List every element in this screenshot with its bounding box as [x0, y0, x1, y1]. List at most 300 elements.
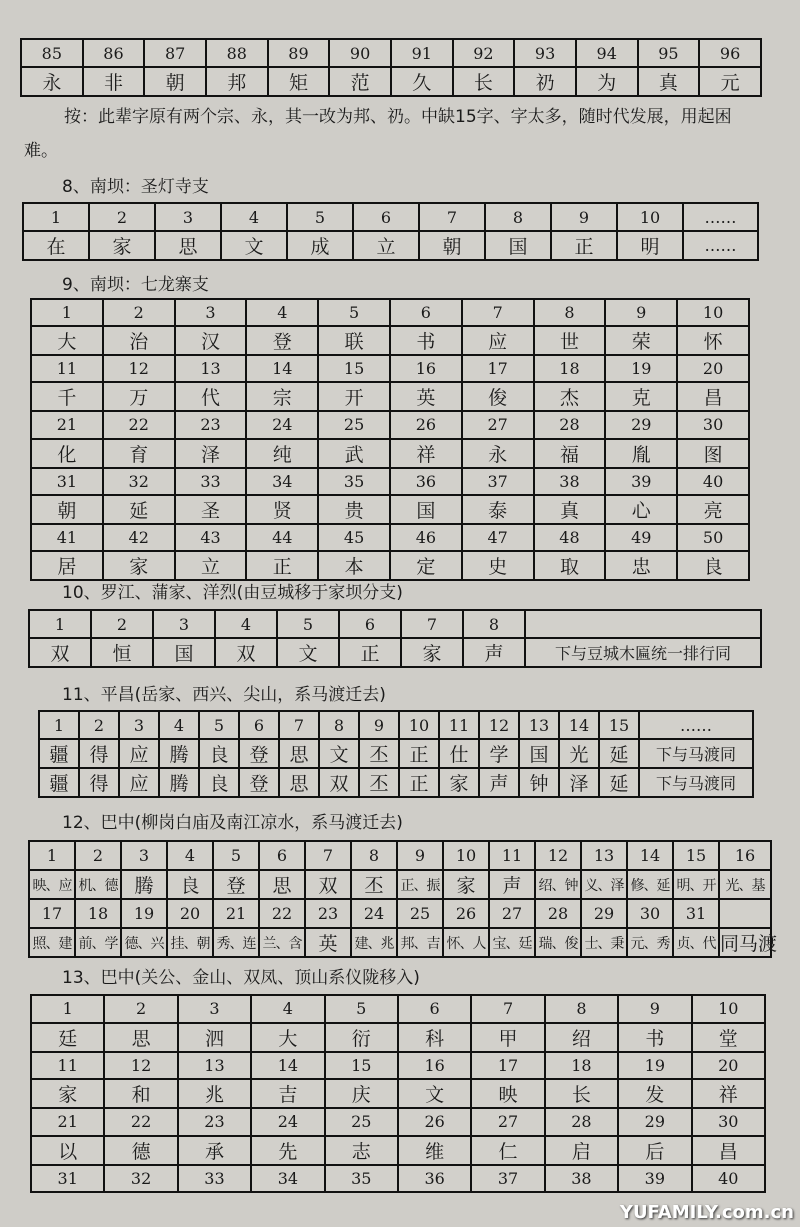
table-cell: 20: [167, 899, 213, 928]
table-row: [29, 638, 761, 667]
table-cell: 18: [545, 1052, 618, 1080]
table-row: [29, 870, 771, 899]
table-cell: 丕: [359, 768, 399, 797]
table-cell: 1: [39, 711, 79, 739]
table-cell: [525, 610, 761, 638]
table-cell: 代: [175, 382, 247, 411]
table-cell: 36: [390, 468, 462, 495]
table-cell: 46: [390, 524, 462, 551]
table-cell: 33: [175, 468, 247, 495]
table-cell: 祥: [692, 1079, 765, 1108]
table-cell: 1: [23, 203, 89, 231]
table-row: [31, 1136, 765, 1165]
table-cell: 35: [318, 468, 390, 495]
table-cell: 千: [31, 382, 103, 411]
table-cell: 邦: [206, 67, 268, 96]
table-cell: 5: [199, 711, 239, 739]
table-cell: 47: [462, 524, 534, 551]
table-cell: 家: [443, 870, 489, 899]
table-cell: 堂: [692, 1023, 765, 1052]
table-cell: 22: [103, 411, 175, 438]
table-cell: 4: [251, 995, 324, 1023]
table-cell: 义、泽: [581, 870, 627, 899]
table-cell: 24: [246, 411, 318, 438]
table-cell: 2: [104, 995, 177, 1023]
table-cell: 泰: [462, 495, 534, 524]
table-cell: 朝: [144, 67, 206, 96]
table-cell: 成: [287, 231, 353, 260]
table-cell: 先: [251, 1136, 324, 1165]
table-row: [39, 711, 753, 739]
table-row: [39, 768, 753, 797]
table-cell: 49: [605, 524, 677, 551]
table-cell: 7: [279, 711, 319, 739]
table-cell: 双: [29, 638, 91, 667]
table-cell: 93: [514, 39, 576, 67]
table-cell: 家: [401, 638, 463, 667]
table-row: [31, 1023, 765, 1052]
table-cell: 登: [213, 870, 259, 899]
table-cell: 大: [31, 326, 103, 355]
table-cell: 21: [31, 1108, 104, 1136]
table-cell: 15: [318, 355, 390, 382]
table-cell: 12: [535, 841, 581, 870]
table-cell: 延: [599, 768, 639, 797]
table-cell: 18: [534, 355, 606, 382]
table-cell: 下与马渡同: [639, 768, 753, 797]
table-row: [31, 326, 749, 355]
table-cell: 俊: [462, 382, 534, 411]
table-row: [31, 1079, 765, 1108]
table-cell: 12: [104, 1052, 177, 1080]
table-cell: 9: [618, 995, 691, 1023]
table-row: [31, 1052, 765, 1080]
table-cell: 3: [121, 841, 167, 870]
generation-table-section-10: [28, 609, 762, 668]
table-cell: 前、学: [75, 928, 121, 957]
table-cell: [719, 899, 771, 928]
table-cell: 31: [31, 1165, 104, 1193]
table-cell: 久: [391, 67, 453, 96]
table-cell: 范: [329, 67, 391, 96]
table-row: [31, 468, 749, 495]
table-cell: 杰: [534, 382, 606, 411]
table-cell: 祥: [390, 439, 462, 468]
table-cell: 42: [103, 524, 175, 551]
table-cell: 永: [21, 67, 83, 96]
table-cell: 图: [677, 439, 749, 468]
table-cell: 13: [178, 1052, 251, 1080]
table-cell: 16: [390, 355, 462, 382]
table-cell: 14: [627, 841, 673, 870]
table-cell: 31: [31, 468, 103, 495]
table-cell: 双: [305, 870, 351, 899]
table-cell: 学: [479, 739, 519, 768]
table-cell: 18: [75, 899, 121, 928]
table-cell: 修、延: [627, 870, 673, 899]
table-cell: 12: [479, 711, 519, 739]
table-cell: 23: [175, 411, 247, 438]
table-cell: 武: [318, 439, 390, 468]
table-cell: 登: [239, 739, 279, 768]
table-cell: 应: [119, 768, 159, 797]
table-row: [31, 355, 749, 382]
table-row: [31, 995, 765, 1023]
table-cell: 6: [259, 841, 305, 870]
table-row: [23, 231, 758, 260]
table-cell: 96: [699, 39, 761, 67]
table-cell: 庆: [325, 1079, 398, 1108]
table-cell: 瑞、俊: [535, 928, 581, 957]
table-cell: 4: [221, 203, 287, 231]
table-cell: 德: [104, 1136, 177, 1165]
table-cell: 1: [29, 841, 75, 870]
table-cell: 思: [279, 768, 319, 797]
table-cell: 15: [325, 1052, 398, 1080]
table-cell: 科: [398, 1023, 471, 1052]
table-cell: 90: [329, 39, 391, 67]
table-cell: 4: [167, 841, 213, 870]
table-cell: 朝: [419, 231, 485, 260]
section-heading-13: 13、巴中(关公、金山、双凤、顶山系仪陇移入): [62, 968, 420, 988]
table-cell: 思: [155, 231, 221, 260]
table-cell: 1: [31, 299, 103, 326]
table-cell: 7: [305, 841, 351, 870]
table-cell: 居: [31, 551, 103, 580]
table-cell: 86: [83, 39, 145, 67]
table-cell: 家: [89, 231, 155, 260]
table-cell: 启: [545, 1136, 618, 1165]
table-cell: 85: [21, 39, 83, 67]
table-cell: 40: [677, 468, 749, 495]
table-cell: 13: [519, 711, 559, 739]
table-row: [31, 1108, 765, 1136]
site-watermark: YUFAMILY.com.cn: [619, 1202, 794, 1223]
table-cell: 32: [103, 468, 175, 495]
table-cell: 忠: [605, 551, 677, 580]
table-cell: 3: [153, 610, 215, 638]
table-cell: 明: [617, 231, 683, 260]
table-cell: 廷: [31, 1023, 104, 1052]
table-cell: 思: [259, 870, 305, 899]
table-cell: 胤: [605, 439, 677, 468]
table-cell: 29: [581, 899, 627, 928]
table-cell: 7: [462, 299, 534, 326]
table-cell: 文: [319, 739, 359, 768]
table-cell: 映: [471, 1079, 544, 1108]
table-cell: 41: [31, 524, 103, 551]
table-cell: 37: [471, 1165, 544, 1193]
table-cell: 钟: [519, 768, 559, 797]
table-cell: 良: [677, 551, 749, 580]
table-cell: 30: [627, 899, 673, 928]
table-cell: 15: [673, 841, 719, 870]
table-cell: 6: [353, 203, 419, 231]
table-cell: 大: [251, 1023, 324, 1052]
table-cell: 朝: [31, 495, 103, 524]
table-cell: 声: [463, 638, 525, 667]
table-cell: 圣: [175, 495, 247, 524]
table-cell: 2: [79, 711, 119, 739]
table-cell: 10: [617, 203, 683, 231]
table-cell: 建、兆: [351, 928, 397, 957]
table-cell: 8: [534, 299, 606, 326]
table-cell: 绍: [545, 1023, 618, 1052]
table-cell: 贤: [246, 495, 318, 524]
table-cell: 衍: [325, 1023, 398, 1052]
table-cell: 11: [489, 841, 535, 870]
section-heading-9: 9、南坝：七龙寨支: [62, 275, 209, 295]
table-cell: 9: [397, 841, 443, 870]
table-cell: 照、建: [29, 928, 75, 957]
table-cell: 27: [489, 899, 535, 928]
table-cell: 14: [246, 355, 318, 382]
table-cell: 宝、廷: [489, 928, 535, 957]
table-cell: 映、应: [29, 870, 75, 899]
table-cell: 3: [155, 203, 221, 231]
table-cell: 仁: [471, 1136, 544, 1165]
table-cell: 汉: [175, 326, 247, 355]
table-cell: 国: [485, 231, 551, 260]
table-row: [31, 1165, 765, 1193]
table-cell: 宗: [246, 382, 318, 411]
table-cell: 16: [719, 841, 771, 870]
table-cell: 怀、人: [443, 928, 489, 957]
generation-table-section-13: [30, 994, 766, 1193]
table-cell: 治: [103, 326, 175, 355]
table-cell: 思: [279, 739, 319, 768]
table-cell: 10: [677, 299, 749, 326]
table-cell: 8: [351, 841, 397, 870]
table-row: [31, 299, 749, 326]
table-cell: 13: [175, 355, 247, 382]
table-cell: 15: [599, 711, 639, 739]
table-row: [31, 411, 749, 438]
table-cell: 得: [79, 739, 119, 768]
table-cell: 91: [391, 39, 453, 67]
table-cell: 良: [167, 870, 213, 899]
table-cell: 邦、吉: [397, 928, 443, 957]
table-cell: 取: [534, 551, 606, 580]
table-cell: 14: [251, 1052, 324, 1080]
table-cell: 纯: [246, 439, 318, 468]
table-cell: 正: [339, 638, 401, 667]
table-cell: 7: [471, 995, 544, 1023]
table-cell: 真: [638, 67, 700, 96]
table-cell: ……: [639, 711, 753, 739]
table-cell: 95: [638, 39, 700, 67]
table-cell: 为: [576, 67, 638, 96]
table-cell: 11: [439, 711, 479, 739]
table-cell: 心: [605, 495, 677, 524]
table-cell: 9: [551, 203, 617, 231]
table-cell: 28: [535, 899, 581, 928]
table-cell: 后: [618, 1136, 691, 1165]
table-cell: 发: [618, 1079, 691, 1108]
table-cell: 和: [104, 1079, 177, 1108]
table-cell: 14: [559, 711, 599, 739]
table-cell: 甲: [471, 1023, 544, 1052]
table-cell: 6: [239, 711, 279, 739]
table-cell: 文: [398, 1079, 471, 1108]
table-cell: 元: [699, 67, 761, 96]
table-cell: 立: [353, 231, 419, 260]
table-cell: 正: [399, 768, 439, 797]
table-cell: 世: [534, 326, 606, 355]
table-cell: 94: [576, 39, 638, 67]
table-cell: 6: [390, 299, 462, 326]
table-cell: 50: [677, 524, 749, 551]
table-cell: 19: [618, 1052, 691, 1080]
generation-table-85-96: [20, 38, 762, 97]
table-cell: 5: [318, 299, 390, 326]
table-cell: 秀、连: [213, 928, 259, 957]
table-cell: 10: [399, 711, 439, 739]
table-cell: 39: [605, 468, 677, 495]
table-cell: 非: [83, 67, 145, 96]
table-cell: 30: [677, 411, 749, 438]
table-cell: 4: [246, 299, 318, 326]
table-row: [29, 610, 761, 638]
table-cell: 5: [213, 841, 259, 870]
table-cell: 9: [359, 711, 399, 739]
table-cell: 23: [178, 1108, 251, 1136]
table-cell: ……: [683, 231, 758, 260]
section-heading-12: 12、巴中(柳岗白庙及南江凉水，系马渡迁去): [62, 813, 403, 833]
table-cell: 3: [178, 995, 251, 1023]
table-cell: 34: [251, 1165, 324, 1193]
table-cell: 万: [103, 382, 175, 411]
table-cell: 延: [599, 739, 639, 768]
table-cell: 光: [559, 739, 599, 768]
table-row: [31, 382, 749, 411]
table-cell: 在: [23, 231, 89, 260]
table-row: [31, 439, 749, 468]
table-cell: 7: [401, 610, 463, 638]
table-cell: 19: [605, 355, 677, 382]
table-cell: 11: [31, 1052, 104, 1080]
table-cell: 89: [268, 39, 330, 67]
table-cell: 29: [605, 411, 677, 438]
table-cell: 声: [489, 870, 535, 899]
generation-table-section-9: [30, 298, 750, 581]
table-cell: 5: [277, 610, 339, 638]
table-cell: 38: [534, 468, 606, 495]
table-cell: 24: [351, 899, 397, 928]
table-cell: 声: [479, 768, 519, 797]
table-cell: 书: [618, 1023, 691, 1052]
table-cell: 38: [545, 1165, 618, 1193]
table-cell: 国: [519, 739, 559, 768]
table-cell: 17: [29, 899, 75, 928]
table-cell: 吉: [251, 1079, 324, 1108]
table-cell: 文: [221, 231, 287, 260]
table-cell: 挂、朝: [167, 928, 213, 957]
table-row: [31, 524, 749, 551]
table-cell: 35: [325, 1165, 398, 1193]
table-cell: 23: [305, 899, 351, 928]
table-row: [21, 67, 761, 96]
table-cell: 承: [178, 1136, 251, 1165]
table-cell: 正、振: [397, 870, 443, 899]
table-cell: 光、基: [719, 870, 771, 899]
table-cell: 5: [287, 203, 353, 231]
table-cell: 立: [175, 551, 247, 580]
table-cell: 登: [239, 768, 279, 797]
table-cell: 2: [89, 203, 155, 231]
table-cell: 定: [390, 551, 462, 580]
table-cell: 2: [91, 610, 153, 638]
table-cell: 8: [463, 610, 525, 638]
table-row: [31, 495, 749, 524]
table-cell: 英: [305, 928, 351, 957]
table-cell: 6: [398, 995, 471, 1023]
table-cell: 志: [325, 1136, 398, 1165]
table-cell: 家: [439, 768, 479, 797]
table-cell: 绍、钟: [535, 870, 581, 899]
table-cell: 应: [119, 739, 159, 768]
table-cell: 腾: [159, 768, 199, 797]
table-cell: 元、秀: [627, 928, 673, 957]
table-cell: 32: [104, 1165, 177, 1193]
table-cell: 43: [175, 524, 247, 551]
table-cell: 24: [251, 1108, 324, 1136]
table-cell: 36: [398, 1165, 471, 1193]
table-cell: 史: [462, 551, 534, 580]
table-cell: 亮: [677, 495, 749, 524]
table-cell: 1: [31, 995, 104, 1023]
table-cell: 25: [325, 1108, 398, 1136]
table-cell: 泽: [175, 439, 247, 468]
table-cell: 88: [206, 39, 268, 67]
generation-table-section-8: [22, 202, 759, 261]
table-cell: 正: [399, 739, 439, 768]
table-cell: 34: [246, 468, 318, 495]
table-cell: 丕: [351, 870, 397, 899]
table-cell: 28: [545, 1108, 618, 1136]
table-cell: 12: [103, 355, 175, 382]
table-row: [29, 928, 771, 957]
generation-table-section-12: [28, 840, 778, 958]
table-cell: 下与豆城木匾统一排行同: [525, 638, 761, 667]
table-cell: 丕: [359, 739, 399, 768]
table-cell: 16: [398, 1052, 471, 1080]
table-cell: 44: [246, 524, 318, 551]
table-cell: 31: [673, 899, 719, 928]
table-cell: 2: [75, 841, 121, 870]
table-cell: 长: [453, 67, 515, 96]
table-cell: 10: [692, 995, 765, 1023]
table-cell: 40: [692, 1165, 765, 1193]
table-cell: 家: [103, 551, 175, 580]
table-cell: 泗: [178, 1023, 251, 1052]
table-cell: 化: [31, 439, 103, 468]
table-cell: 29: [618, 1108, 691, 1136]
table-cell: 双: [215, 638, 277, 667]
table-cell: 27: [471, 1108, 544, 1136]
table-cell: 4: [215, 610, 277, 638]
table-cell: 17: [471, 1052, 544, 1080]
table-cell: 良: [199, 768, 239, 797]
table-cell: 37: [462, 468, 534, 495]
table-cell: 良: [199, 739, 239, 768]
table-cell: 文: [277, 638, 339, 667]
table-cell: 开: [318, 382, 390, 411]
table-cell: 永: [462, 439, 534, 468]
table-cell: 9: [605, 299, 677, 326]
table-cell: 92: [453, 39, 515, 67]
table-cell: 5: [325, 995, 398, 1023]
